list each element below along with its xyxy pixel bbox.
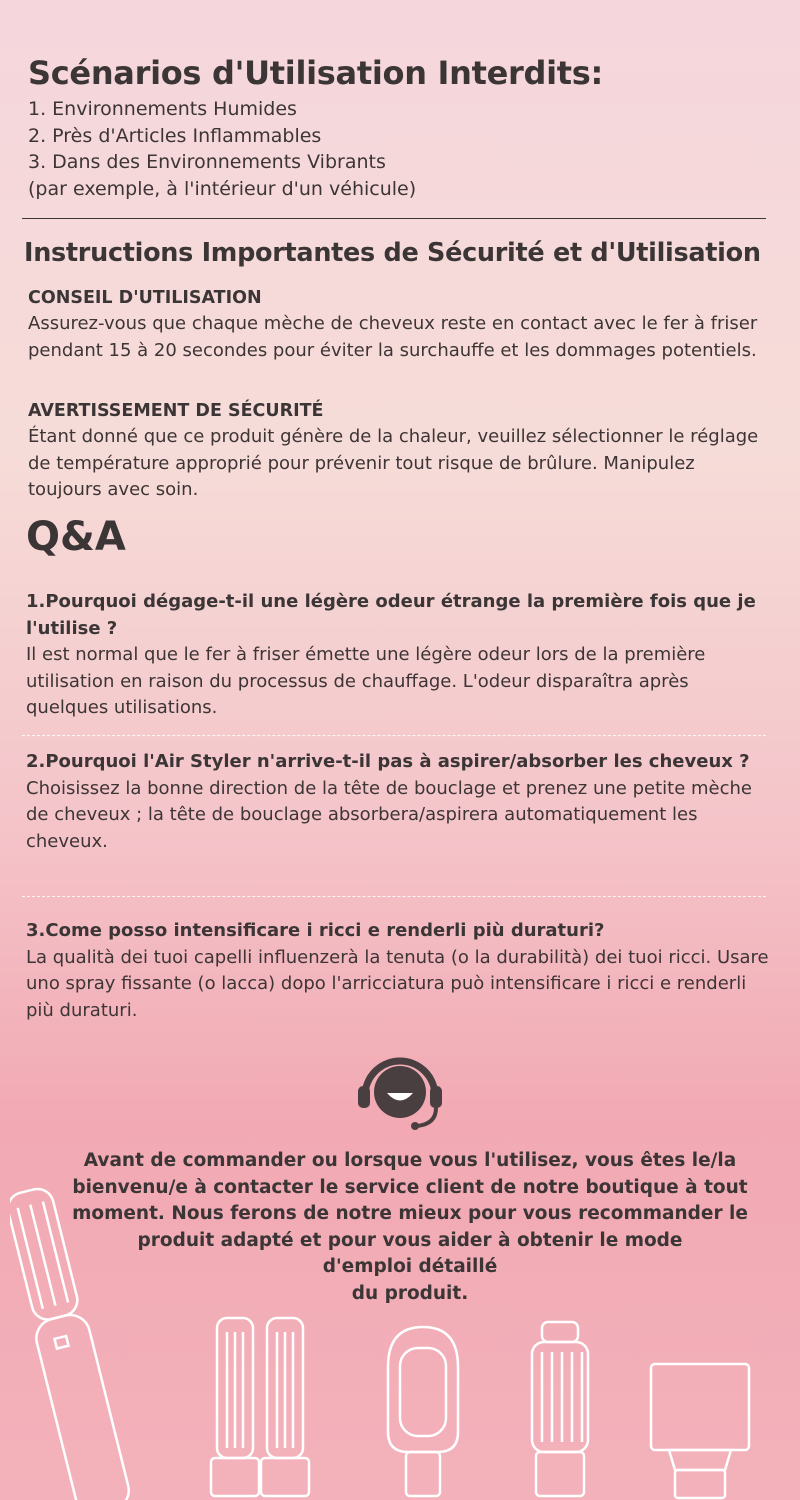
contact-service-text (60, 1148, 760, 1307)
list-item: 3. Dans des Environnements Vibrants (28, 151, 386, 173)
contact-line: produit adapté et pour vous aider à obtenir le mode (137, 1229, 683, 1251)
qa-divider (22, 735, 766, 736)
customer-service-headset-icon (355, 1046, 445, 1134)
qa-title: Q&A (26, 514, 126, 560)
contact-line: d'emploi détaillé (322, 1256, 498, 1277)
qa-question: 1.Pourquoi dégage-t-il une légère odeur étrange la première fois que je l'utilise ? (26, 591, 756, 639)
qa-answer: Il est normal que le fer à friser émette une légère odeur lors de la première utilisation en raison du processus de chauffage. L'odeur disparaîtra après quelques utilisations. (26, 644, 706, 718)
forbidden-scenarios-list (28, 96, 416, 202)
list-item: 2. Près d'Articles Inflammables (28, 124, 322, 147)
qa-question: 3.Come posso intensificare i ricci e renderli più duraturi? (26, 920, 605, 941)
contact-line: du produit. (351, 1282, 469, 1304)
qa-item (26, 749, 771, 855)
usage-tip-text: Assurez-vous que chaque mèche de cheveux reste en contact avec le fer à friser pendant 15 à 20 secondes pour éviter la surchauffe et les dommages potentiels. (28, 313, 758, 361)
qa-question: 2.Pourquoi l'Air Styler n'arrive-t-il pas à aspirer/absorber les cheveux ? (26, 751, 750, 772)
qa-answer: La qualità dei tuoi capelli influenzerà la tenuta (o la durabilità) dei tuoi ricci. Usare uno spray fissante (o lacca) dopo l'arricciatura può intensificare i ricci e renderli più duraturi. (26, 946, 769, 1021)
qa-divider (22, 896, 766, 897)
usage-tip-block (28, 285, 773, 364)
qa-item (26, 918, 771, 1024)
contact-line: Avant de commander ou lorsque vous l'utilisez, vous êtes le/la (83, 1150, 737, 1171)
curling-barrels-illustration (205, 1308, 315, 1500)
contact-line: bienvenu/e à contacter le service client de notre boutique à tout (72, 1176, 748, 1198)
smoothing-brush-illustration (378, 1322, 468, 1500)
safety-warning-block (28, 398, 773, 504)
qa-item (26, 589, 771, 722)
qa-answer: Choisissez la bonne direction de la tête de bouclage et prenez une petite mèche de cheveux ; la tête de bouclage absorbera/aspirera automatiquement les cheveux. (26, 777, 752, 852)
forbidden-scenarios-title: Scénarios d'Utilisation Interdits: (28, 54, 604, 92)
round-brush-illustration (520, 1318, 600, 1500)
safety-instructions-title: Instructions Importantes de Sécurité et d'Utilisation (24, 238, 761, 268)
usage-tip-heading: CONSEIL D'UTILISATION (28, 288, 262, 308)
safety-warning-text: Étant donné que ce produit génère de la chaleur, veuillez sélectionner le réglage de température approprié pour prévenir tout risque de brûlure. Manipulez toujours avec soin. (28, 426, 759, 500)
list-item: (par exemple, à l'intérieur d'un véhicule) (28, 177, 417, 200)
safety-warning-heading: AVERTISSEMENT DE SÉCURITÉ (28, 401, 324, 421)
contact-line: moment. Nous ferons de notre mieux pour vous recommander le (72, 1203, 748, 1224)
list-item: 1. Environnements Humides (28, 98, 297, 120)
dryer-attachment-illustration (645, 1360, 755, 1500)
section-divider (22, 218, 766, 219)
air-styler-handle-illustration (10, 1175, 140, 1500)
